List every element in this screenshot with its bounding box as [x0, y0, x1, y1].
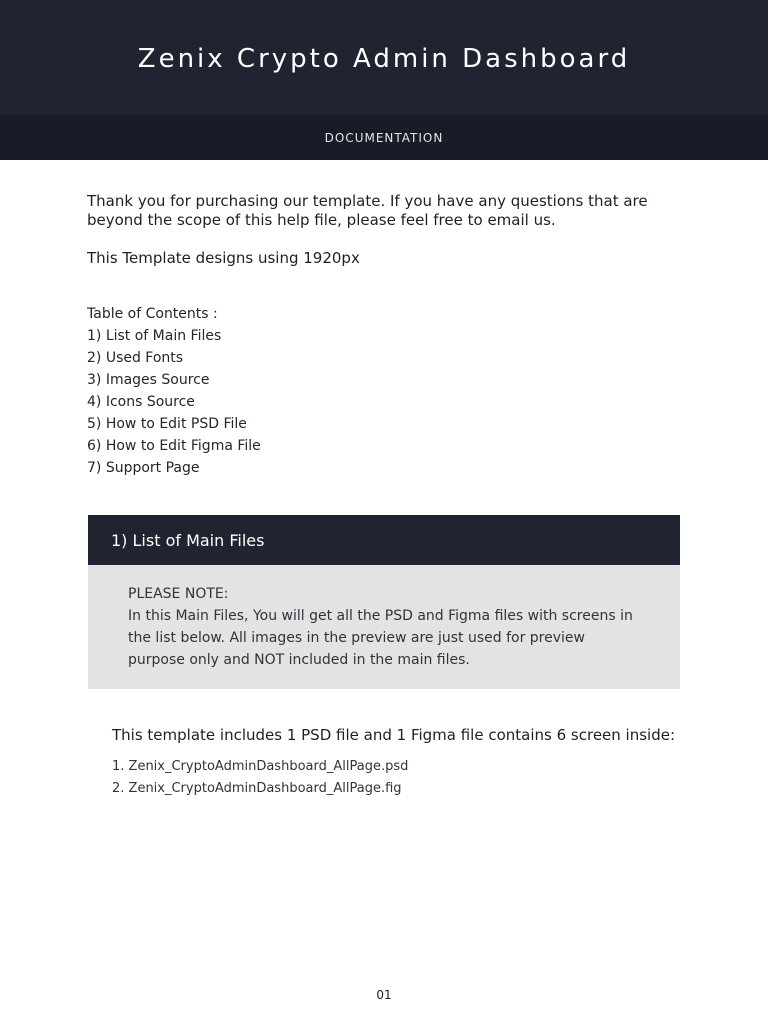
header-banner — [0, 0, 768, 115]
toc-item-edit-psd[interactable]: 5) How to Edit PSD File — [87, 416, 247, 432]
subheader-bar — [0, 115, 768, 160]
toc-item-main-files[interactable]: 1) List of Main Files — [87, 328, 222, 344]
note-heading: PLEASE NOTE: — [128, 586, 229, 602]
toc-heading: Table of Contents : — [87, 306, 218, 322]
toc-item-support-page[interactable]: 7) Support Page — [87, 460, 200, 476]
list-item: 2. Zenix_CryptoAdminDashboard_AllPage.fig — [112, 781, 402, 796]
file-list — [112, 756, 408, 800]
section-title: 1) List of Main Files — [111, 530, 265, 550]
template-width-note: This Template designs using 1920px — [87, 249, 360, 267]
intro-paragraph: Thank you for purchasing our template. If you have any questions that are beyond the scope of this help file, please feel free to email us. — [87, 192, 648, 229]
toc-item-edit-figma[interactable]: 6) How to Edit Figma File — [87, 438, 261, 454]
page-title: Zenix Crypto Admin Dashboard — [137, 43, 631, 74]
includes-statement: This template includes 1 PSD file and 1 Figma file contains 6 screen inside: — [112, 726, 676, 744]
list-item: 1. Zenix_CryptoAdminDashboard_AllPage.psd — [112, 759, 409, 774]
toc-item-icons-source[interactable]: 4) Icons Source — [87, 394, 195, 410]
note-box — [88, 565, 680, 689]
toc-item-images-source[interactable]: 3) Images Source — [87, 372, 210, 388]
section-header-main-files — [88, 515, 680, 565]
note-body: In this Main Files, You will get all the PSD and Figma files with screens in the list below. All images in the preview are just used for preview purpose only and NOT included in the main files. — [128, 608, 633, 668]
documentation-label: DOCUMENTATION — [324, 130, 444, 145]
page-number: 01 — [376, 988, 392, 1002]
toc-item-used-fonts[interactable]: 2) Used Fonts — [87, 350, 184, 366]
table-of-contents — [87, 303, 261, 479]
